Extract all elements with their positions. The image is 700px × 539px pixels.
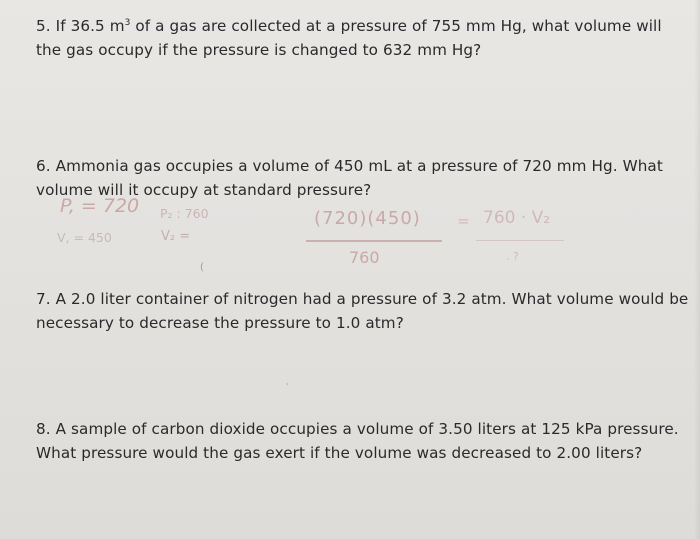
- question-5-line-2: the gas occupy if the pressure is changed to 632 mm Hg?: [36, 41, 482, 59]
- handwritten-v2: V₂ =: [161, 229, 191, 244]
- handwritten-numerator: (720)(450): [314, 208, 421, 229]
- handwritten-equals: =: [457, 212, 470, 230]
- question-7-line-1: 7. A 2.0 liter container of nitrogen had a pressure of 3.2 atm. What volume would be: [36, 290, 689, 308]
- question-5: [36, 14, 686, 62]
- handwritten-denominator: 760: [349, 248, 380, 267]
- handwritten-p2: P₂ : 760: [160, 206, 209, 221]
- handwritten-p1: P, = 720: [60, 195, 140, 217]
- result-underline: [476, 240, 564, 241]
- question-7: [36, 287, 689, 335]
- question-8-line-1: 8. A sample of carbon dioxide occupies a volume of 3.50 liters at 125 kPa pressure.: [36, 420, 679, 438]
- page-edge-shadow: [694, 0, 700, 539]
- question-6-line-2: volume will it occupy at standard pressure?: [36, 181, 372, 199]
- handwritten-answer: . ?: [506, 250, 519, 263]
- question-6-line-1: 6. Ammonia gas occupies a volume of 450 mL at a pressure of 720 mm Hg. What: [36, 157, 663, 175]
- question-5-line-1: [36, 14, 686, 38]
- question-7-line-2: necessary to decrease the pressure to 1.0 atm?: [36, 314, 404, 332]
- question-5-text-a: 5. If 36.5 m: [36, 17, 125, 35]
- question-5-text-b: of a gas are collected at a pressure of 755 mm Hg, what volume will: [130, 17, 662, 35]
- handwritten-result: 760 · V₂: [483, 208, 551, 228]
- cubic-superscript: 3: [124, 18, 131, 28]
- question-8: [36, 417, 686, 465]
- pencil-mark: ': [286, 382, 289, 391]
- pencil-tick: (: [200, 262, 204, 273]
- handwritten-v1: V, = 450: [57, 230, 112, 245]
- question-8-line-2: What pressure would the gas exert if the volume was decreased to 2.00 liters?: [36, 444, 643, 462]
- fraction-bar: [306, 240, 442, 242]
